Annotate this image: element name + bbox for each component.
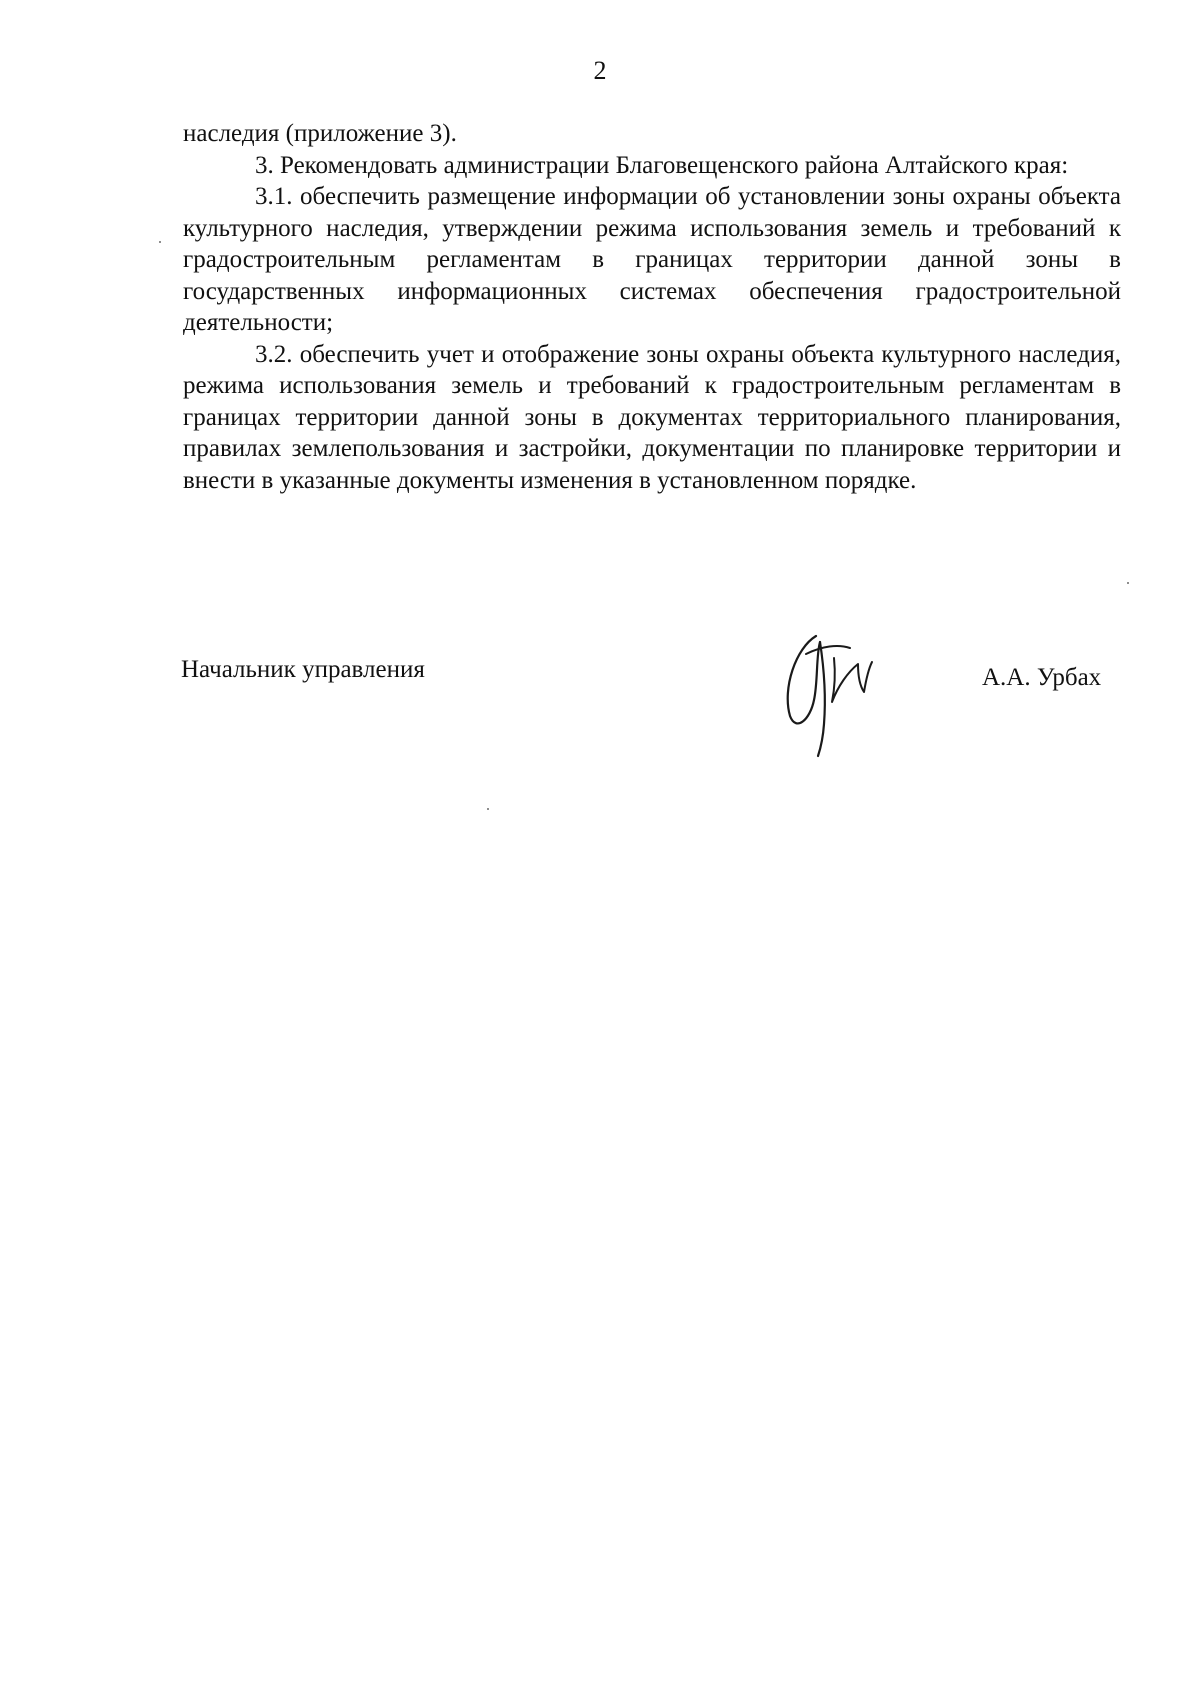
paragraph-continuation: наследия (приложение 3).	[183, 120, 457, 147]
scan-speck	[487, 808, 489, 810]
scan-speck	[159, 241, 161, 243]
page-number: 2	[593, 56, 607, 85]
scan-speck	[1127, 582, 1129, 584]
signatory-name: А.А. Урбах	[982, 664, 1102, 691]
handwritten-signature-icon	[776, 628, 886, 758]
paragraph-item-3-2: 3.2. обеспечить учет и отображение зоны охраны объекта культурного наследия, режима использования земель и требований к градостроительным регламентам в границах территории данной зоны в документах территориального планирования, правилах землепользования и застройки, документации по планировке территории и внести в указанные документы изменения в установленном порядке.	[183, 340, 1121, 494]
paragraph-item-3-1: 3.1. обеспечить размещение информации об установлении зоны охраны объекта культурного наследия, утверждении режима использования земель и требований к градостроительным регламентам в границах территории данной зоны в государственных информационных системах обеспечения градостроительной деятельности;	[183, 183, 1121, 336]
signatory-role: Начальник управления	[181, 656, 425, 683]
paragraph-item-3: 3. Рекомендовать администрации Благовещенского района Алтайского края:	[255, 151, 1069, 179]
document-body	[183, 118, 1121, 496]
